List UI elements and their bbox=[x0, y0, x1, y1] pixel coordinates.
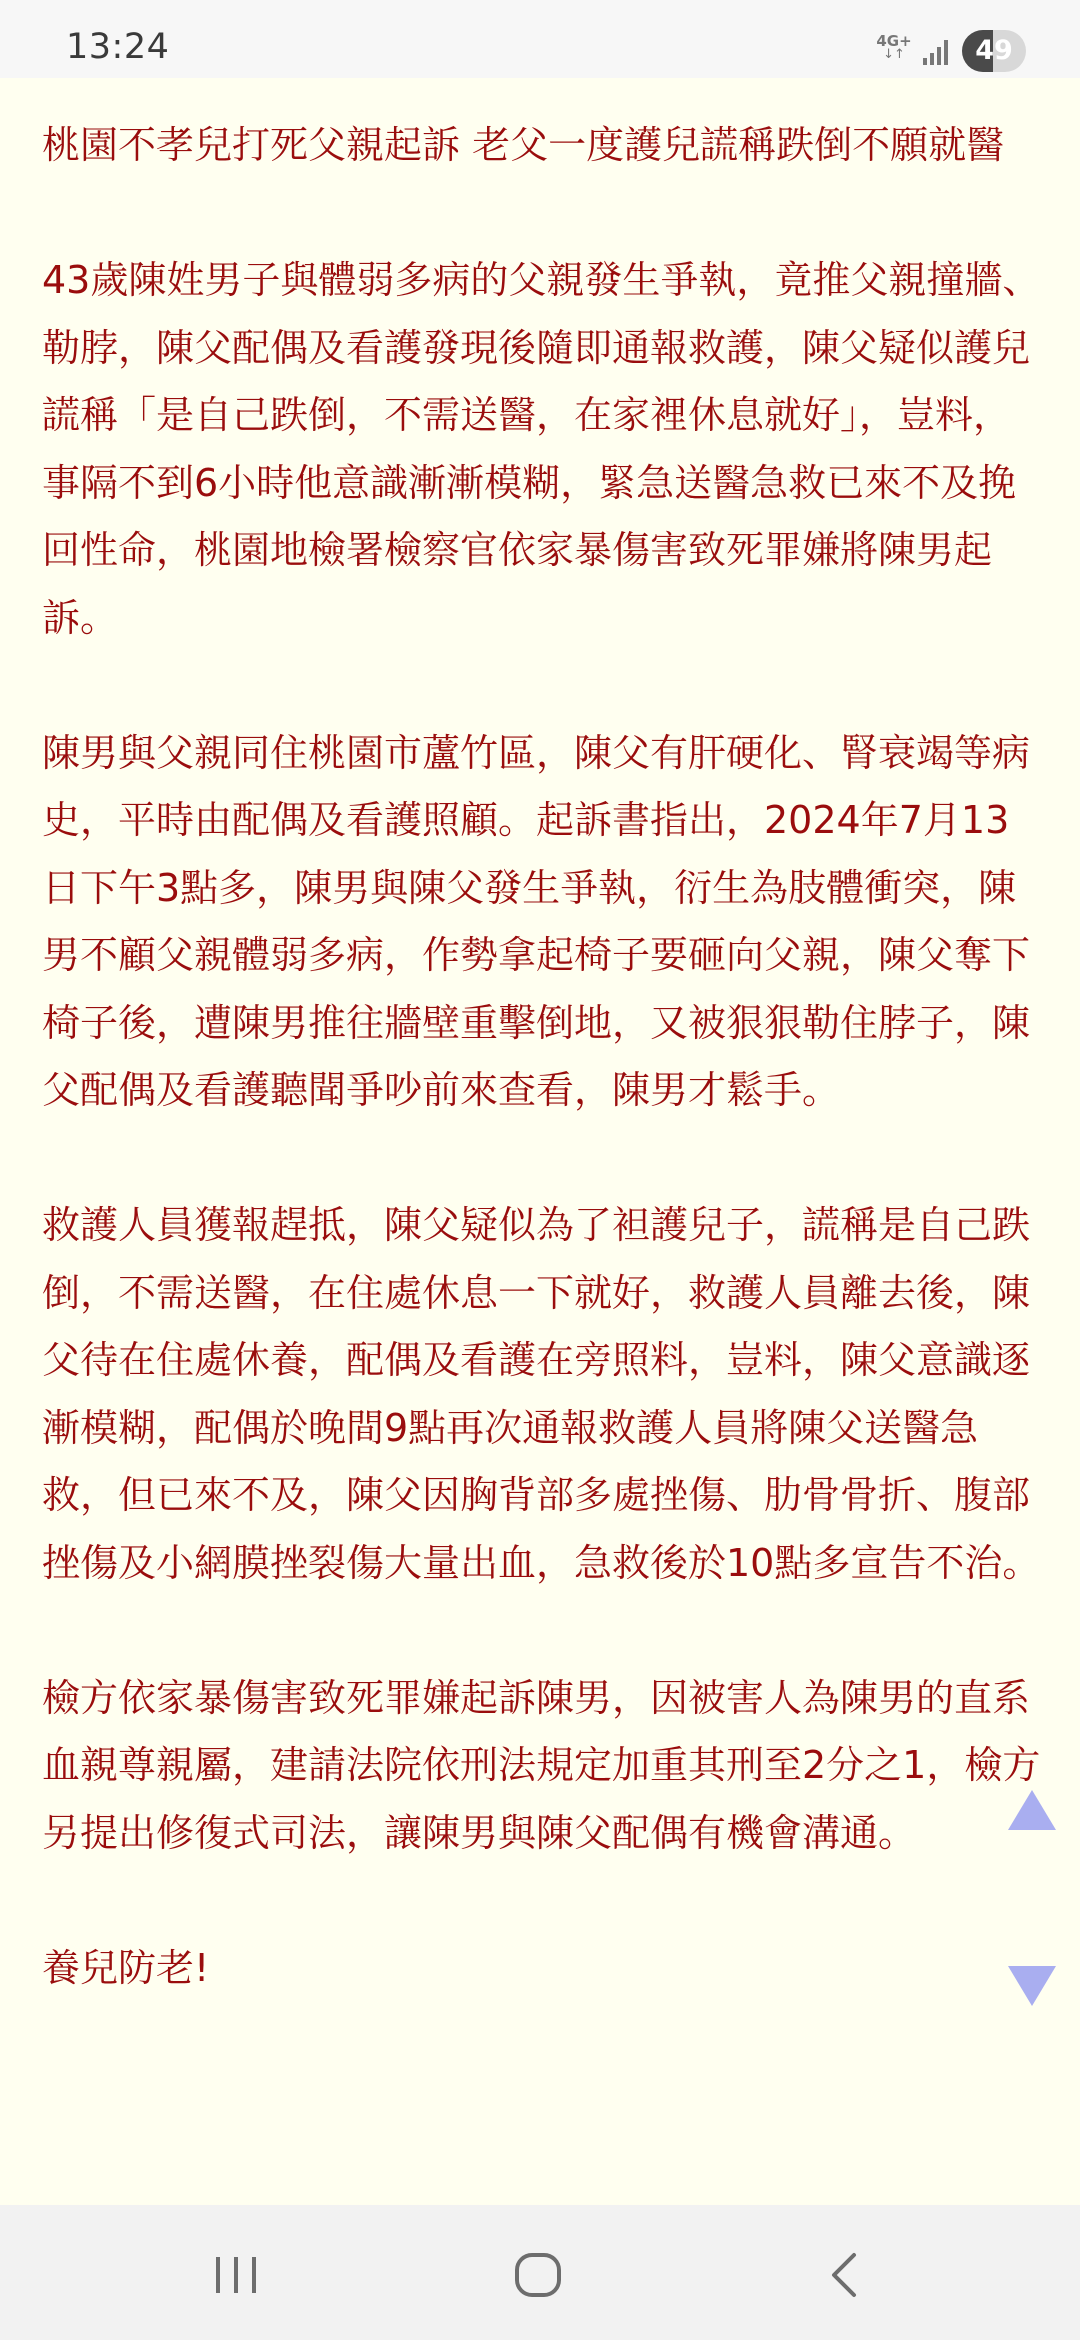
status-bar bbox=[0, 0, 1080, 78]
home-icon bbox=[468, 2205, 608, 2340]
battery-level: 49 bbox=[975, 35, 1013, 66]
article-paragraph: 養兒防老! bbox=[42, 1945, 210, 1990]
triangle-down-icon[interactable] bbox=[1008, 1966, 1056, 2006]
navigation-bar bbox=[0, 2205, 1080, 2340]
back-button[interactable] bbox=[772, 2205, 912, 2340]
article-headline: 桃園不孝兒打死父親起訴 老父一度護兒謊稱跌倒不願就醫 bbox=[42, 123, 1005, 167]
network-type-icon bbox=[876, 34, 912, 70]
article-paragraph: 檢方依家暴傷害致死罪嫌起訴陳男，因被害人為陳男的直系血親尊親屬，建請法院依刑法規定加重其刑至2分之1，檢方另提出修復式司法，讓陳男與陳父配偶有機會溝通。 bbox=[42, 1675, 1041, 1855]
status-time: 13:24 bbox=[66, 27, 170, 67]
battery-icon bbox=[962, 30, 1026, 72]
back-icon bbox=[772, 2205, 912, 2340]
triangle-up-icon[interactable] bbox=[1008, 1790, 1056, 1830]
data-arrows-icon: ↓↑ bbox=[883, 47, 905, 62]
network-type-label: 4G+ bbox=[876, 32, 912, 50]
article-paragraph: 救護人員獲報趕抵，陳父疑似為了袒護兒子，謊稱是自己跌倒，不需送醫，在住處休息一下就好，救護人員離去後，陳父待在住處休養，配偶及看護在旁照料，豈料，陳父意識逐漸模糊，配偶於晚間9點再次通報救護人員將陳父送醫急救，但已來不及，陳父因胸背部多處挫傷、肋骨骨折、腹部挫傷及小網膜挫裂傷大量出血，急救後於10點多宣告不治。 bbox=[42, 1203, 1041, 1585]
recent-apps-button[interactable] bbox=[166, 2205, 306, 2340]
article-view[interactable] bbox=[0, 78, 1080, 2205]
recent-apps-icon bbox=[166, 2205, 306, 2340]
article-paragraph: 43歲陳姓男子與體弱多病的父親發生爭執，竟推父親撞牆、勒脖，陳父配偶及看護發現後隨即通報救護，陳父疑似護兒謊稱「是自己跌倒，不需送醫，在家裡休息就好」，豈料，事隔不到6小時他意識漸漸模糊，緊急送醫急救已來不及挽回性命，桃園地檢署檢察官依家暴傷害致死罪嫌將陳男起訴。 bbox=[42, 258, 1041, 640]
article-body bbox=[42, 112, 1042, 2070]
article-paragraph: 陳男與父親同住桃園市蘆竹區，陳父有肝硬化、腎衰竭等病史，平時由配偶及看護照顧。起訴書指出，2024年7月13日下午3點多，陳男與陳父發生爭執，衍生為肢體衝突，陳男不顧父親體弱多病，作勢拿起椅子要砸向父親，陳父奪下椅子後，遭陳男推往牆壁重擊倒地，又被狠狠勒住脖子，陳父配偶及看護聽聞爭吵前來查看，陳男才鬆手。 bbox=[42, 730, 1031, 1112]
home-button[interactable] bbox=[468, 2205, 608, 2340]
signal-icon bbox=[922, 36, 952, 66]
